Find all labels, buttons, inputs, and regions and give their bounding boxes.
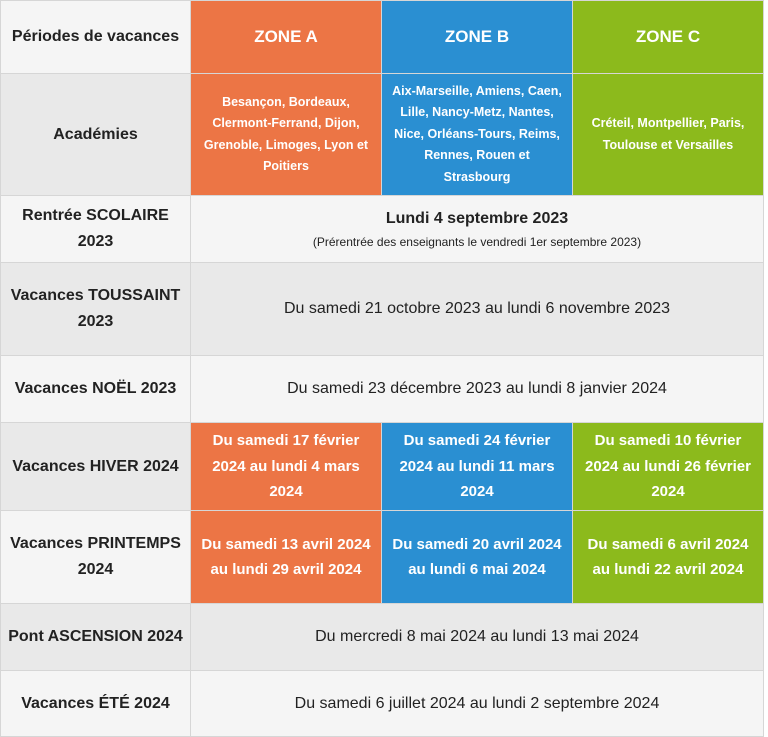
hiver-zone-c: Du samedi 10 février 2024 au lundi 26 février 2024	[573, 423, 764, 511]
ascension-row	[1, 604, 764, 671]
toussaint-label: Vacances TOUSSAINT 2023	[1, 263, 191, 356]
printemps-zone-a: Du samedi 13 avril 2024 au lundi 29 avril 2024	[191, 511, 382, 604]
zone-c-header: ZONE C	[573, 1, 764, 74]
rentree-row	[1, 196, 764, 263]
printemps-zone-c: Du samedi 6 avril 2024 au lundi 22 avril 2024	[573, 511, 764, 604]
toussaint-row	[1, 263, 764, 356]
hiver-row	[1, 423, 764, 511]
noel-dates: Du samedi 23 décembre 2023 au lundi 8 janvier 2024	[191, 356, 764, 423]
ascension-label: Pont ASCENSION 2024	[1, 604, 191, 671]
ete-row	[1, 671, 764, 737]
ascension-dates: Du mercredi 8 mai 2024 au lundi 13 mai 2024	[191, 604, 764, 671]
rentree-date: Lundi 4 septembre 2023	[385, 210, 569, 227]
header-row	[1, 1, 764, 74]
printemps-zone-b: Du samedi 20 avril 2024 au lundi 6 mai 2024	[382, 511, 573, 604]
printemps-label: Vacances PRINTEMPS 2024	[1, 511, 191, 604]
zone-b-header: ZONE B	[382, 1, 573, 74]
ete-dates: Du samedi 6 juillet 2024 au lundi 2 septembre 2024	[191, 671, 764, 737]
zone-a-academies: Besançon, Bordeaux, Clermont-Ferrand, Dijon, Grenoble, Limoges, Lyon et Poitiers	[191, 74, 382, 196]
periods-header: Périodes de vacances	[1, 1, 191, 74]
hiver-zone-a: Du samedi 17 février 2024 au lundi 4 mars 2024	[191, 423, 382, 511]
rentree-cell	[191, 196, 764, 263]
toussaint-dates: Du samedi 21 octobre 2023 au lundi 6 novembre 2023	[191, 263, 764, 356]
printemps-row	[1, 511, 764, 604]
noel-row	[1, 356, 764, 423]
ete-label: Vacances ÉTÉ 2024	[1, 671, 191, 737]
academies-label: Académies	[1, 74, 191, 196]
zone-a-header: ZONE A	[191, 1, 382, 74]
zone-b-academies: Aix-Marseille, Amiens, Caen, Lille, Nancy-Metz, Nantes, Nice, Orléans-Tours, Reims, Rennes, Rouen et Strasbourg	[382, 74, 573, 196]
academies-row	[1, 74, 764, 196]
rentree-note: (Prérentrée des enseignants le vendredi 1er septembre 2023)	[312, 235, 642, 249]
rentree-label: Rentrée SCOLAIRE 2023	[1, 196, 191, 263]
hiver-zone-b: Du samedi 24 février 2024 au lundi 11 mars 2024	[382, 423, 573, 511]
noel-label: Vacances NOËL 2023	[1, 356, 191, 423]
zone-c-academies: Créteil, Montpellier, Paris, Toulouse et Versailles	[573, 74, 764, 196]
hiver-label: Vacances HIVER 2024	[1, 423, 191, 511]
